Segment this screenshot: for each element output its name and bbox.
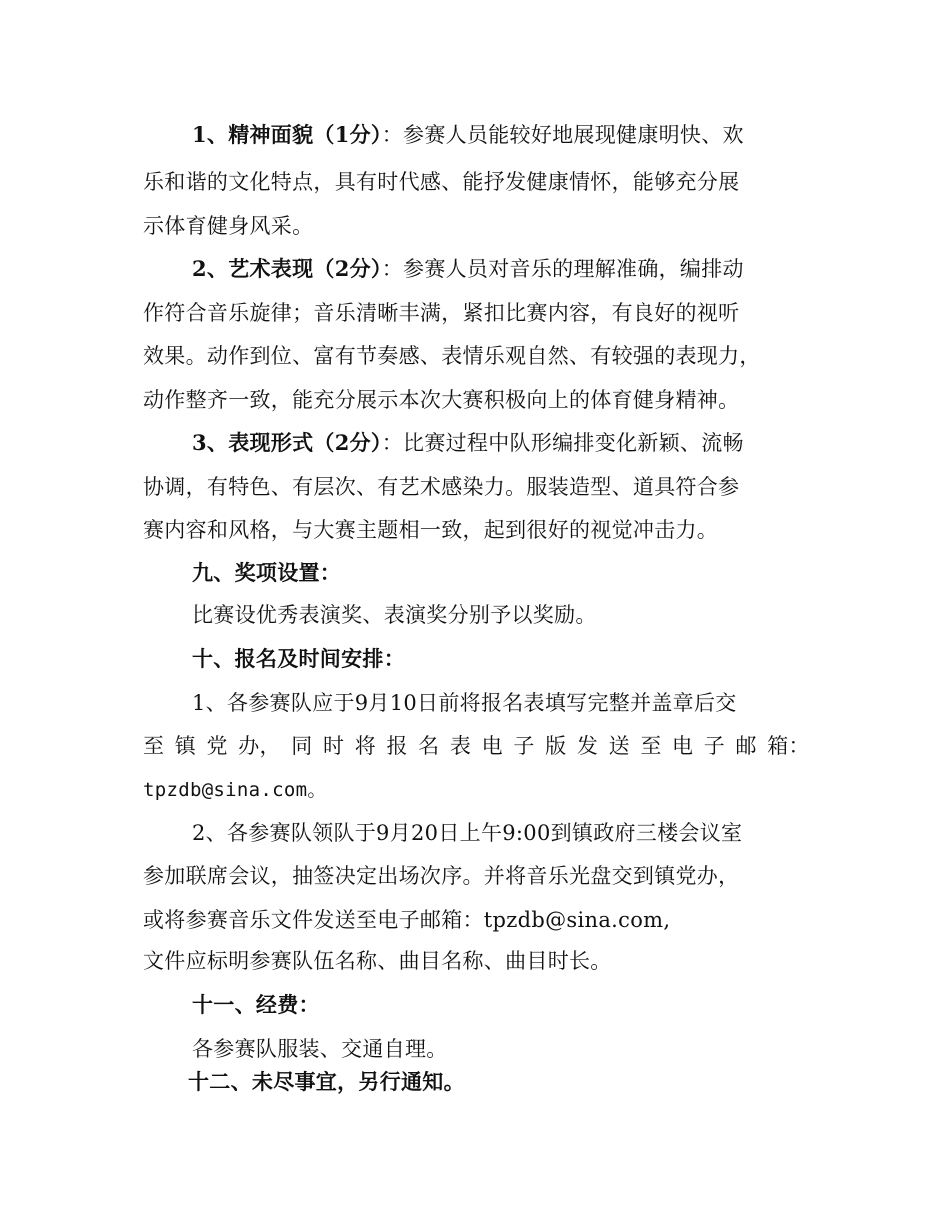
- item2-line4: 动作整齐一致，能充分展示本次大赛积极向上的体育健身精神。: [143, 388, 740, 412]
- item2-line1: [192, 254, 744, 284]
- section10-heading: 十、报名及时间安排：: [192, 646, 405, 671]
- item1-line2: 乐和谐的文化特点，具有时代感、能抒发健康情怀，能够充分展: [143, 170, 740, 194]
- s10-p1-line1: 1、各参赛队应于9月10日前将报名表填写完整并盖章后交: [192, 691, 737, 715]
- justified-char: 名: [418, 734, 440, 758]
- justified-char: 子: [513, 734, 535, 758]
- justified-char: 发: [576, 734, 599, 758]
- justified-char: 至: [143, 734, 165, 758]
- justified-char: 镇: [174, 734, 197, 758]
- s10-p2-line1: 2、各参赛队领队于9月20日上午9:00到镇政府三楼会议室: [192, 821, 743, 845]
- s10-p2-line2: 参加联席会议，抽签决定出场次序。并将音乐光盘交到镇党办，: [143, 864, 740, 888]
- item3-line1-text: ：比赛过程中队形编排变化新颖、流畅: [381, 431, 744, 455]
- justified-char: 邮: [735, 734, 757, 758]
- item3-line3: 赛内容和风格，与大赛主题相一致，起到很好的视觉冲击力。: [143, 518, 719, 542]
- section9-heading: 九、奖项设置：: [192, 560, 342, 585]
- item3-title: 3、表现形式（2分）: [192, 430, 382, 455]
- justified-char: 报: [386, 734, 408, 758]
- justified-char: 办，: [238, 734, 281, 758]
- justified-char: 版: [545, 734, 567, 758]
- section11-heading: 十一、经费：: [192, 992, 320, 1017]
- justified-char: 表: [449, 734, 472, 758]
- item1-line1: [192, 120, 744, 150]
- justified-char: 送: [608, 734, 630, 758]
- justified-char: 将: [354, 734, 377, 758]
- item2-line3: 效果。动作到位、富有节奏感、表情乐观自然、有较强的表现力，: [143, 344, 761, 368]
- justified-char: 电: [672, 734, 694, 758]
- justified-char: 同: [291, 734, 313, 758]
- item1-line1-text: ：参赛人员能较好地展现健康明快、欢: [381, 123, 744, 147]
- item3-line1: [192, 428, 744, 458]
- justified-char: 箱：: [767, 734, 810, 758]
- item1-line3: 示体育健身风采。: [143, 214, 314, 238]
- section12-heading: 十二、未尽事宜，另行通知。: [188, 1069, 465, 1094]
- justified-char: 党: [206, 734, 228, 758]
- item2-line1-text: ：参赛人员对音乐的理解准确，编排动: [381, 257, 744, 281]
- justified-char: 子: [703, 734, 726, 758]
- justified-char: 电: [481, 734, 503, 758]
- s10-p2-line4: 文件应标明参赛队伍名称、曲目名称、曲目时长。: [143, 949, 612, 973]
- s10-p1-line3: tpzdb@sina.com。: [143, 779, 327, 801]
- section9-body: 比赛设优秀表演奖、表演奖分别予以奖励。: [192, 603, 597, 627]
- section11-body: 各参赛队服装、交通自理。: [192, 1037, 448, 1061]
- justified-char: 至: [640, 734, 662, 758]
- s10-p2-line3: 或将参赛音乐文件发送至电子邮箱：tpzdb@sina.com,: [143, 908, 671, 932]
- item1-title: 1、精神面貌（1分）: [192, 122, 382, 147]
- item2-title: 2、艺术表现（2分）: [192, 256, 382, 281]
- s10-p1-line2: [143, 731, 810, 761]
- item3-line2: 协调，有特色、有层次、有艺术感染力。服装造型、道具符合参: [143, 475, 740, 499]
- justified-char: 时: [322, 734, 345, 758]
- item2-line2: 作符合音乐旋律；音乐清晰丰满，紧扣比赛内容，有良好的视听: [143, 301, 740, 325]
